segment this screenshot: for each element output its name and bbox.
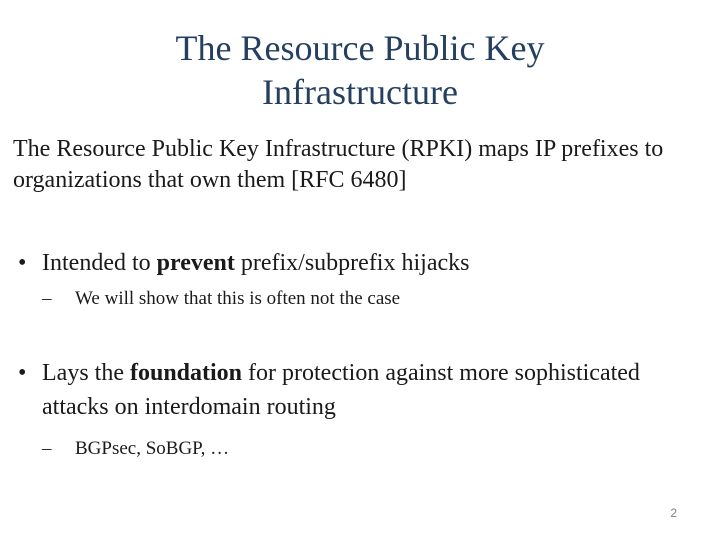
page-number: 2 <box>670 506 677 520</box>
bullet-prevent-hijacks <box>18 246 702 280</box>
sub-bullet-protocols <box>42 436 715 462</box>
bullet-text-before: Intended to <box>42 250 157 276</box>
sub-bullet-text: BGPsec, SoBGP, … <box>75 438 230 459</box>
bullet-foundation <box>18 356 702 424</box>
bullet-emphasis: prevent <box>156 250 235 276</box>
bullet-marker: • <box>18 360 27 386</box>
bullet-emphasis: foundation <box>129 360 243 386</box>
intro-paragraph: The Resource Public Key Infrastructure (RPKI) maps IP prefixes to organizations that own them [RFC 6480] <box>13 136 664 193</box>
bullet-marker: • <box>18 250 27 276</box>
sub-bullet-text: We will show that this is often not the case <box>75 288 401 309</box>
sub-bullet-marker: – <box>42 288 52 309</box>
sub-bullet-marker: – <box>42 438 52 459</box>
slide-title-line-2: Infrastructure <box>262 72 458 112</box>
bullet-text-before: Lays the <box>42 360 130 386</box>
slide-title-line-1: The Resource Public Key <box>175 28 545 68</box>
bullet-text-after: for protection against more sophisticated attacks on interdomain routing <box>42 360 640 420</box>
bullet-text-after: prefix/subprefix hijacks <box>234 250 470 276</box>
slide-title <box>0 26 720 114</box>
sub-bullet-not-the-case <box>42 286 715 312</box>
